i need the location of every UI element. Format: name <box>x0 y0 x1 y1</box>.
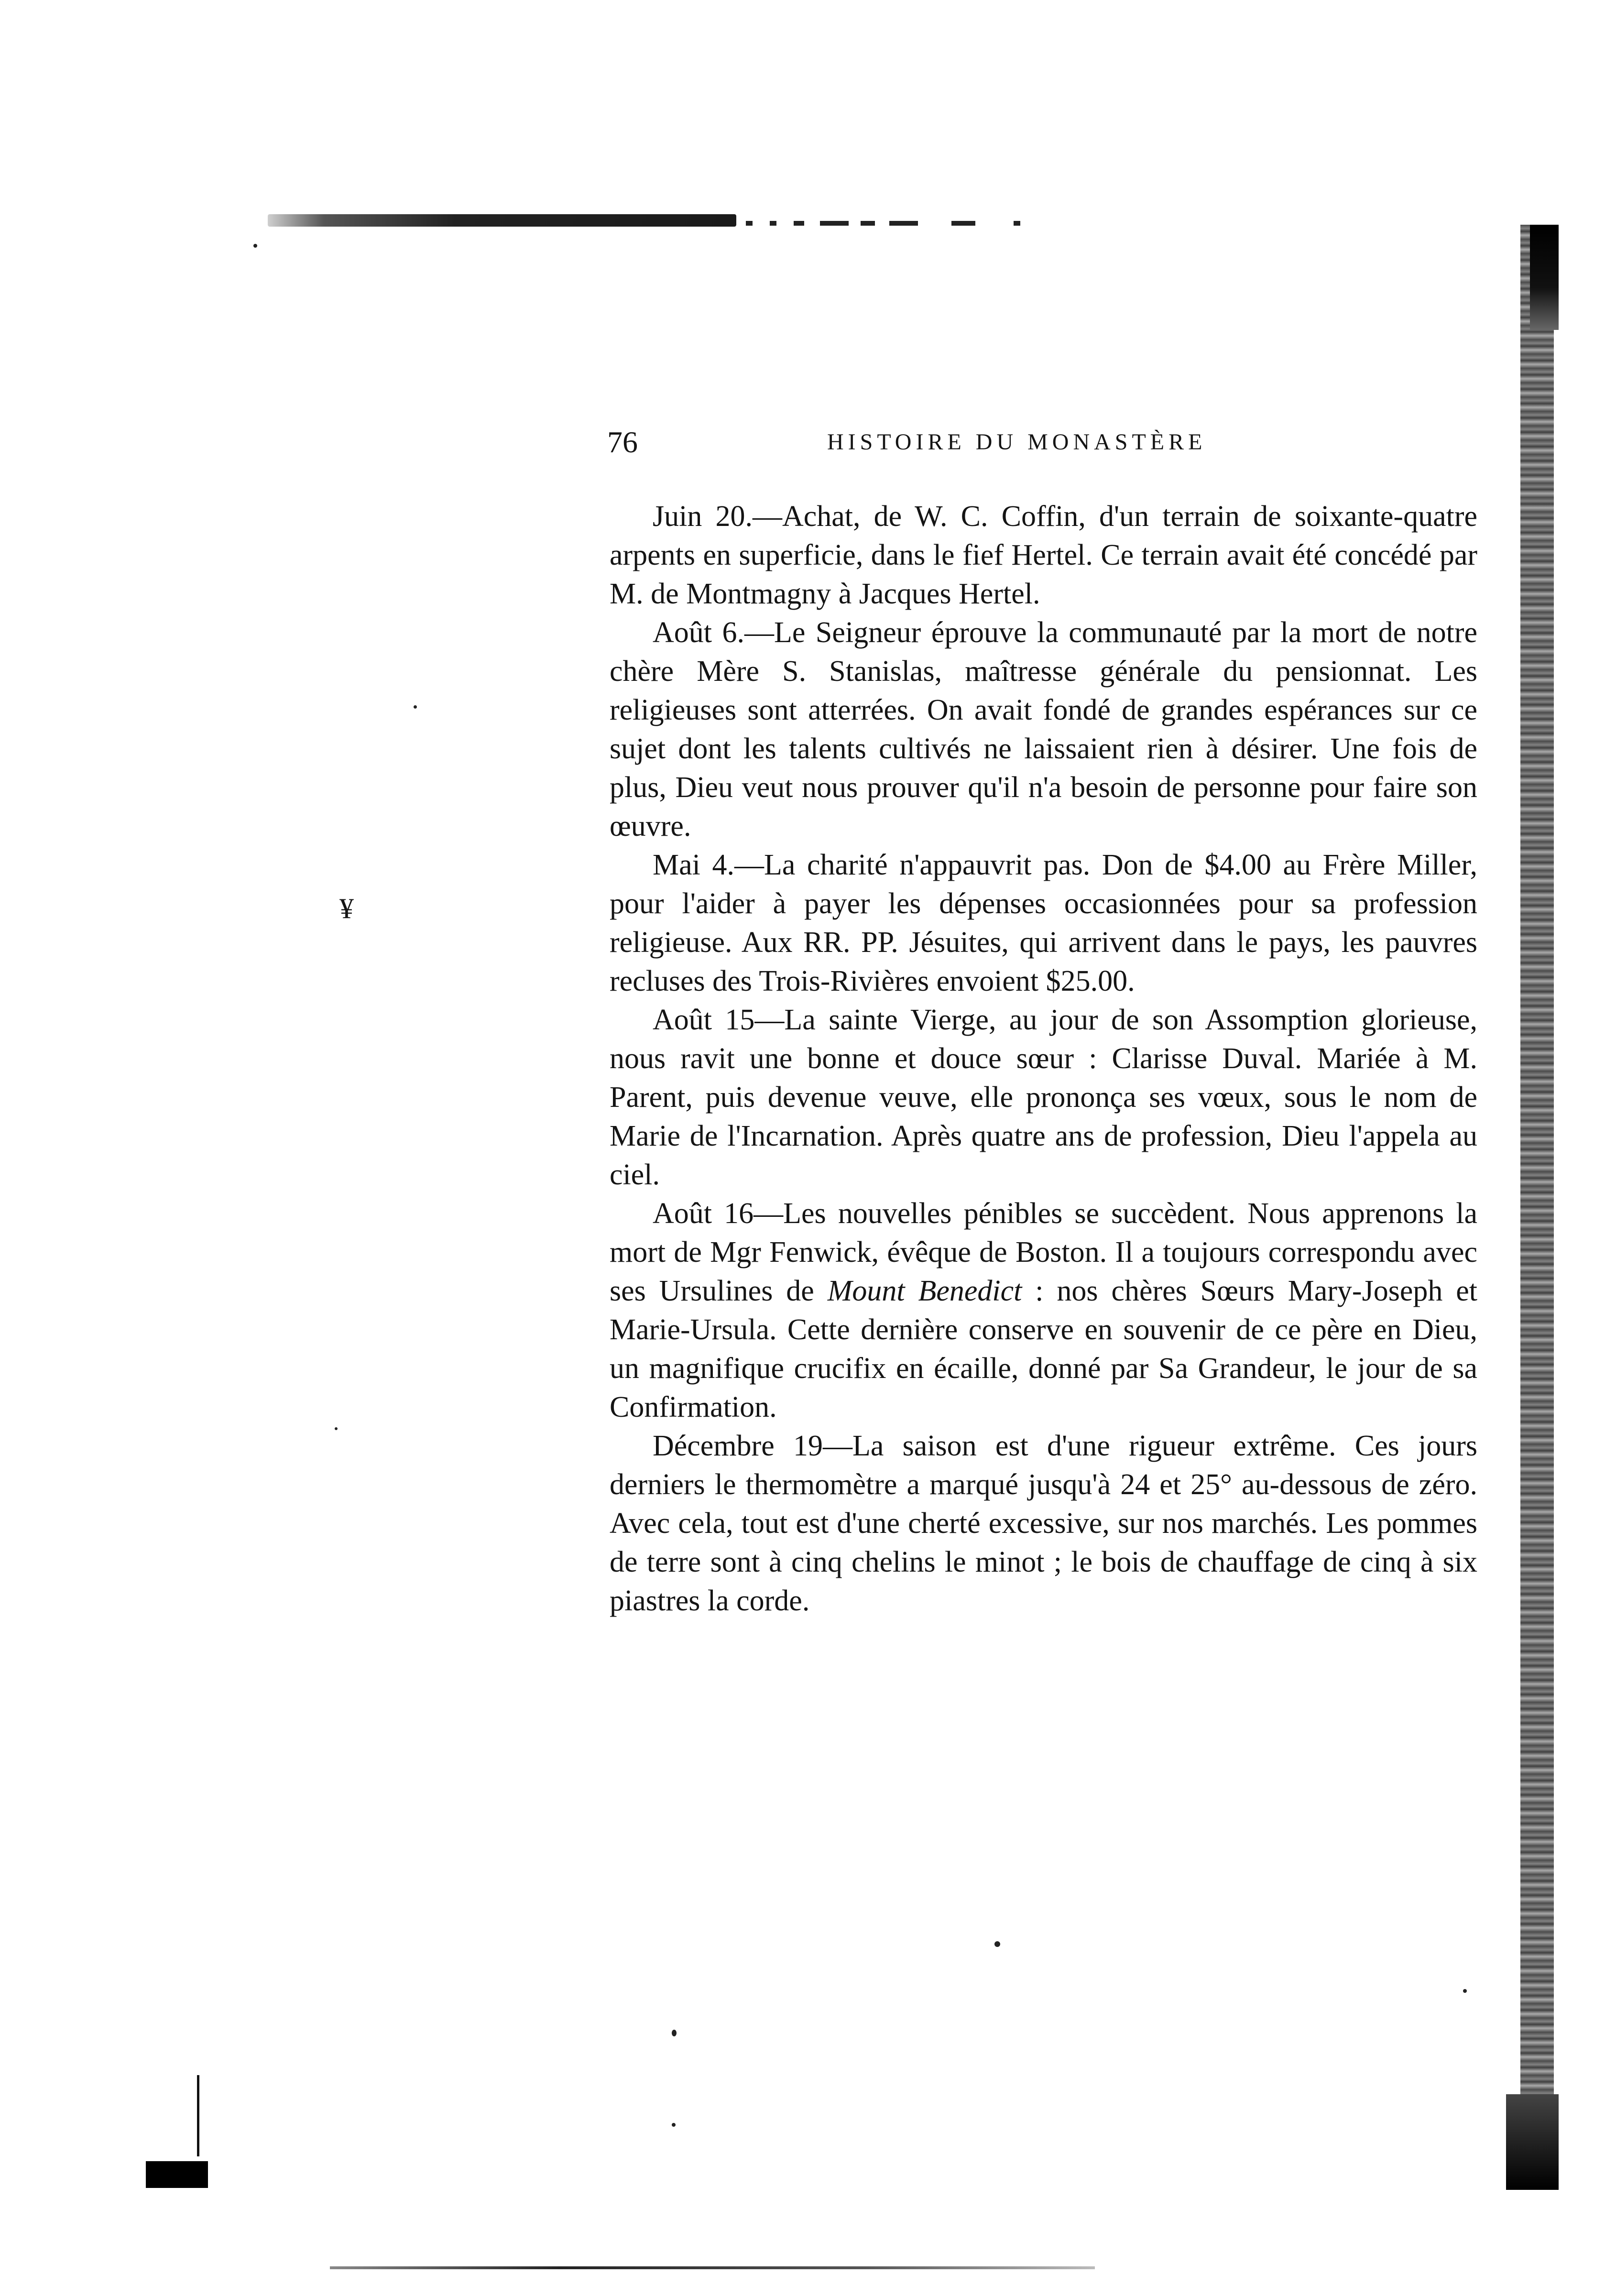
body-text <box>610 497 1477 1620</box>
running-head <box>607 423 1482 461</box>
page-number: 76 <box>607 425 638 459</box>
scan-speck <box>414 705 417 709</box>
paragraph-juin-20: Juin 20.—Achat, de W. C. Coffin, d'un terrain de soixante-quatre arpents en superficie, dans le fief Hertel. Ce terrain avait été concédé par M. de Montmagny à Jacques Hertel. <box>610 500 1477 610</box>
margin-mark: ¥ <box>339 893 354 924</box>
paragraph-aout-16-italic: Mount Benedict <box>827 1275 1022 1307</box>
scan-bottom-rule <box>330 2266 1095 2269</box>
scan-speck <box>672 2123 676 2127</box>
scan-dash <box>889 221 918 226</box>
paragraph-aout-16 <box>610 1194 1477 1427</box>
paragraph-aout-16-part-1: Août 16—Les nouvelles pénibles se succèdent. Nous apprenons la mort de Mgr Fenwick, évêque de Boston. Il a toujours correspondu avec ses Ursulines de <box>610 1197 1477 1307</box>
scan-top-rule <box>268 214 736 227</box>
scan-dash <box>770 221 776 226</box>
paragraph-mai-4: Mai 4.—La charité n'appauvrit pas. Don de $4.00 au Frère Miller, pour l'aider à payer les dépenses occasionnées pour sa profession religieuse. Aux RR. PP. Jésuites, qui arrivent dans le pays, les pauvres recluses des Trois-Rivières envoient $25.00. <box>610 849 1477 997</box>
scan-dash <box>861 221 875 226</box>
scan-speck <box>994 1941 1000 1947</box>
scan-corner-line <box>197 2075 199 2156</box>
book-spine-top <box>1530 225 1559 330</box>
scan-speck <box>1463 1989 1467 1993</box>
book-spine-shadow <box>1520 225 1554 2147</box>
scan-speck <box>672 2030 677 2036</box>
scan-corner-block <box>146 2161 208 2188</box>
scan-dash <box>1014 221 1020 226</box>
book-spine-bottom <box>1506 2094 1559 2190</box>
paragraph-aout-15: Août 15—La sainte Vierge, au jour de son Assomption glorieuse, nous ravit une bonne et douce sœur : Clarisse Duval. Mariée à M. Parent, puis devenue veuve, elle prononça ses vœux, sous le nom de Marie de l'Incarnation. Après quatre ans de profession, Dieu l'appela au ciel. <box>610 1004 1477 1191</box>
paragraph-decembre-19: Décembre 19—La saison est d'une rigueur extrême. Ces jours derniers le thermomètre a marqué jusqu'à 24 et 25° au-dessous de zéro. Avec cela, tout est d'une cherté excessive, sur nos marchés. Les pommes de terre sont à cinq chelins le minot ; le bois de chauffage de cinq à six piastres la corde. <box>610 1430 1477 1617</box>
scan-speck <box>335 1427 338 1430</box>
paragraph-aout-6: Août 6.—Le Seigneur éprouve la communauté par la mort de notre chère Mère S. Stanislas, maîtresse générale du pensionnat. Les religieuses sont atterrées. On avait fondé de grandes espérances sur ce sujet dont les talents cultivés ne laissaient rien à désirer. Une fois de plus, Dieu veut nous prouver qu'il n'a besoin de personne pour faire son œuvre. <box>610 616 1477 842</box>
paragraph-aout-16-part-2: : nos chères Sœurs Mary-Joseph et Marie-Ursula. Cette dernière conserve en souvenir de ce père en Dieu, un magnifique crucifix en écaille, donné par Sa Grandeur, le jour de sa Confirmation. <box>610 1275 1477 1423</box>
scan-speck <box>253 244 257 248</box>
scan-dash <box>746 221 753 226</box>
scan-dash <box>951 221 975 226</box>
running-title: HISTOIRE DU MONASTÈRE <box>827 429 1207 455</box>
scan-dash <box>794 221 804 226</box>
scan-dash <box>820 221 849 226</box>
